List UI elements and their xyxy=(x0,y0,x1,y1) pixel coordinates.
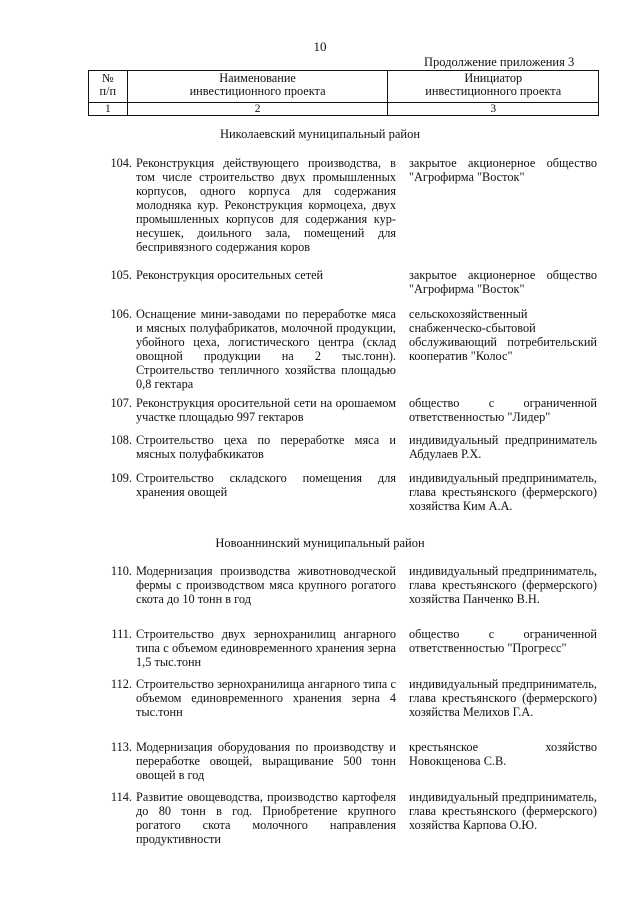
project-initiator: крестьянское хозяйство Новокщенова С.В. xyxy=(409,740,597,768)
project-initiator: индивидуальный предприниматель, глава крестьянского (фермерского) хозяйства Карпова О.Ю. xyxy=(409,790,597,832)
row-number: 114. xyxy=(110,790,132,804)
project-name: Оснащение мини-заводами по переработке мяса и мясных полуфабрикатов, молочной продукции, убойного цеха, логистического центра (склад овощной продукции на 2 тыс.тонн). Строительство тепличного хозяйства площадью 0,8 гектара xyxy=(136,307,396,391)
project-initiator: общество с ограниченной ответственностью "Лидер" xyxy=(409,396,597,424)
project-initiator: сельскохозяйственный снабженческо-сбытовой обслуживающий потребительский кооператив "Колос" xyxy=(409,307,597,363)
row-number: 107. xyxy=(110,396,132,410)
project-name: Строительство складского помещения для хранения овощей xyxy=(136,471,396,499)
project-initiator: индивидуальный предприниматель, глава крестьянского (фермерского) хозяйства Мелихов Г.А. xyxy=(409,677,597,719)
header-col-initiator xyxy=(388,71,599,103)
header-col-number xyxy=(89,71,128,103)
header-col-project-label: Наименование инвестиционного проекта xyxy=(189,71,326,98)
header-col-initiator-label: Инициатор инвестиционного проекта xyxy=(425,71,562,98)
project-name: Строительство зернохранилища ангарного типа с объемом единовременного хранения зерна 4 тыс.тонн xyxy=(136,677,396,719)
project-name: Строительство двух зернохранилищ ангарного типа с объемом единовременного хранения зерна 1,5 тыс.тонн xyxy=(136,627,396,669)
project-name: Реконструкция оросительных сетей xyxy=(136,268,324,282)
header-num-1: 1 xyxy=(89,103,128,116)
project-initiator: индивидуальный предприниматель Абдулаев Р.Х. xyxy=(409,433,597,461)
project-initiator: закрытое акционерное общество "Агрофирма "Восток" xyxy=(409,156,597,184)
header-col-project xyxy=(127,71,388,103)
district-title: Николаевский муниципальный район xyxy=(219,127,421,141)
row-number: 105. xyxy=(110,268,132,282)
project-name: Модернизация оборудования по производству и переработке овощей, выращивание 500 тонн овощей в год xyxy=(136,740,396,782)
project-initiator: общество с ограниченной ответственностью "Прогресс" xyxy=(409,627,597,655)
project-name: Развитие овощеводства, производство картофеля до 80 тонн в год. Приобретение крупного рогатого скота молочного направления продуктивности xyxy=(136,790,396,846)
project-name: Строительство цеха по переработке мяса и мясных полуфабкикатов xyxy=(136,433,396,461)
project-initiator: индивидуальный предприниматель, глава крестьянского (фермерского) хозяйства Панченко В.Н. xyxy=(409,564,597,606)
district-title: Новоаннинский муниципальный район xyxy=(215,536,425,550)
project-initiator: закрытое акционерное общество "Агрофирма "Восток" xyxy=(409,268,597,296)
row-number: 108. xyxy=(110,433,132,447)
row-number: 109. xyxy=(110,471,132,485)
row-number: 110. xyxy=(110,564,132,578)
project-name: Реконструкция действующего производства, в том числе строительство двух промышленных корпусов, одного корпуса для содержания молодняка кур. Реконструкция кормоцеха, двух промышленных корпусов для содержания кур-несушек, доильного зала, помещений для беспривязного содержания коров xyxy=(136,156,396,254)
row-number: 106. xyxy=(110,307,132,321)
row-number: 111. xyxy=(111,627,132,641)
project-name: Реконструкция оросительной сети на орошаемом участке площадью 997 гектаров xyxy=(136,396,396,424)
row-number: 104. xyxy=(110,156,132,170)
header-num-2: 2 xyxy=(127,103,388,116)
header-col-number-label: № п/п xyxy=(99,71,117,98)
row-number: 113. xyxy=(110,740,132,754)
project-initiator: индивидуальный предприниматель, глава крестьянского (фермерского) хозяйства Ким А.А. xyxy=(409,471,597,513)
table-header xyxy=(88,70,599,116)
project-name: Модернизация производства животноводческой фермы с производством мяса крупного рогатого скота до 10 тонн в год xyxy=(136,564,396,606)
page-number: 10 xyxy=(313,39,327,54)
appendix-continuation-note: Продолжение приложения 3 xyxy=(424,55,575,69)
row-number: 112. xyxy=(110,677,132,691)
header-num-3: 3 xyxy=(388,103,599,116)
